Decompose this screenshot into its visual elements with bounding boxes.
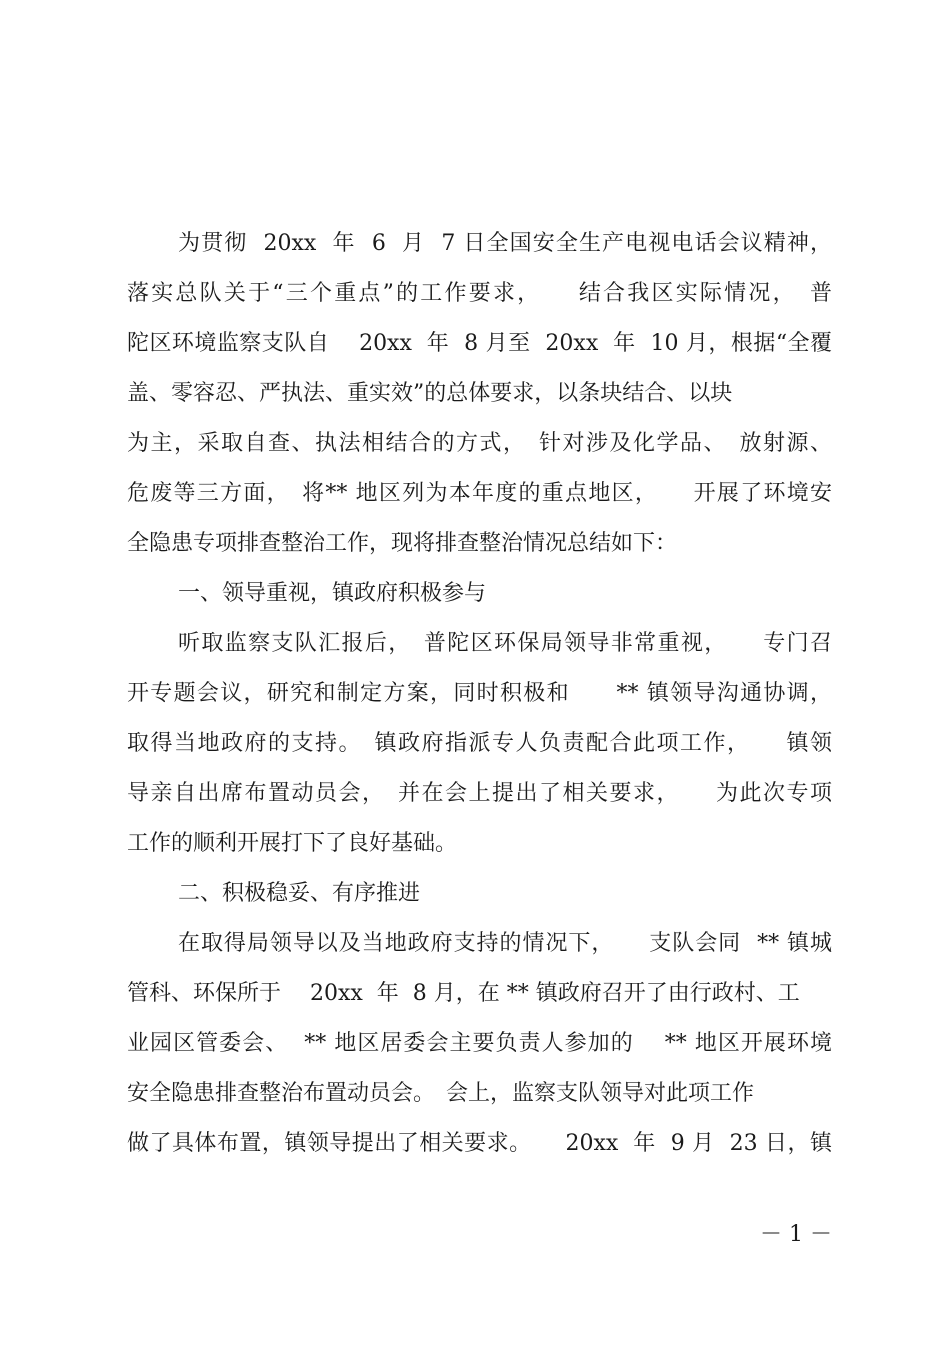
paragraph-line: 为主，采取自查、执法相结合的方式， 针对涉及化学品、 放射源、 <box>127 431 832 456</box>
paragraph-line: 听取监察支队汇报后， 普陀区环保局领导非常重视， 专门召 <box>178 631 832 656</box>
section-heading: 一、领导重视，镇政府积极参与 <box>178 581 487 606</box>
paragraph-line: 导亲自出席布置动员会， 并在会上提出了相关要求， 为此次专项 <box>127 781 832 806</box>
paragraph-line: 业园区管委会、 ** 地区居委会主要负责人参加的 ** 地区开展环境 <box>127 1031 832 1056</box>
paragraph-line: 全隐患专项排查整治工作，现将排查整治情况总结如下： <box>127 531 678 556</box>
page-number: － 1 － <box>760 1222 832 1247</box>
paragraph-line: 为贯彻 20xx 年 6 月 7 日全国安全生产电视电话会议精神， <box>178 231 832 256</box>
paragraph-line: 工作的顺利开展打下了良好基础。 <box>127 831 458 856</box>
paragraph-line: 盖、零容忍、严执法、重实效”的总体要求，以条块结合、以块 <box>127 381 733 406</box>
paragraph-line: 取得当地政府的支持。 镇政府指派专人负责配合此项工作， 镇领 <box>127 731 832 756</box>
paragraph-line: 在取得局领导以及当地政府支持的情况下， 支队会同 ** 镇城 <box>178 931 832 956</box>
paragraph-line: 开专题会议，研究和制定方案，同时积极和 ** 镇领导沟通协调， <box>127 681 832 706</box>
paragraph-line: 管科、环保所于 20xx 年 8 月，在 ** 镇政府召开了由行政村、工 <box>127 981 800 1006</box>
paragraph-line: 陀区环境监察支队自 20xx 年 8 月至 20xx 年 10 月，根据“全覆 <box>127 331 832 356</box>
paragraph-line: 做了具体布置，镇领导提出了相关要求。 20xx 年 9 月 23 日，镇 <box>127 1131 832 1156</box>
section-heading: 二、积极稳妥、有序推进 <box>178 881 421 906</box>
paragraph-line: 安全隐患排查整治布置动员会。 会上，监察支队领导对此项工作 <box>127 1081 755 1106</box>
paragraph-line: 危废等三方面， 将** 地区列为本年度的重点地区， 开展了环境安 <box>127 481 832 506</box>
paragraph-line: 落实总队关于“三个重点”的工作要求， 结合我区实际情况， 普 <box>127 281 832 306</box>
